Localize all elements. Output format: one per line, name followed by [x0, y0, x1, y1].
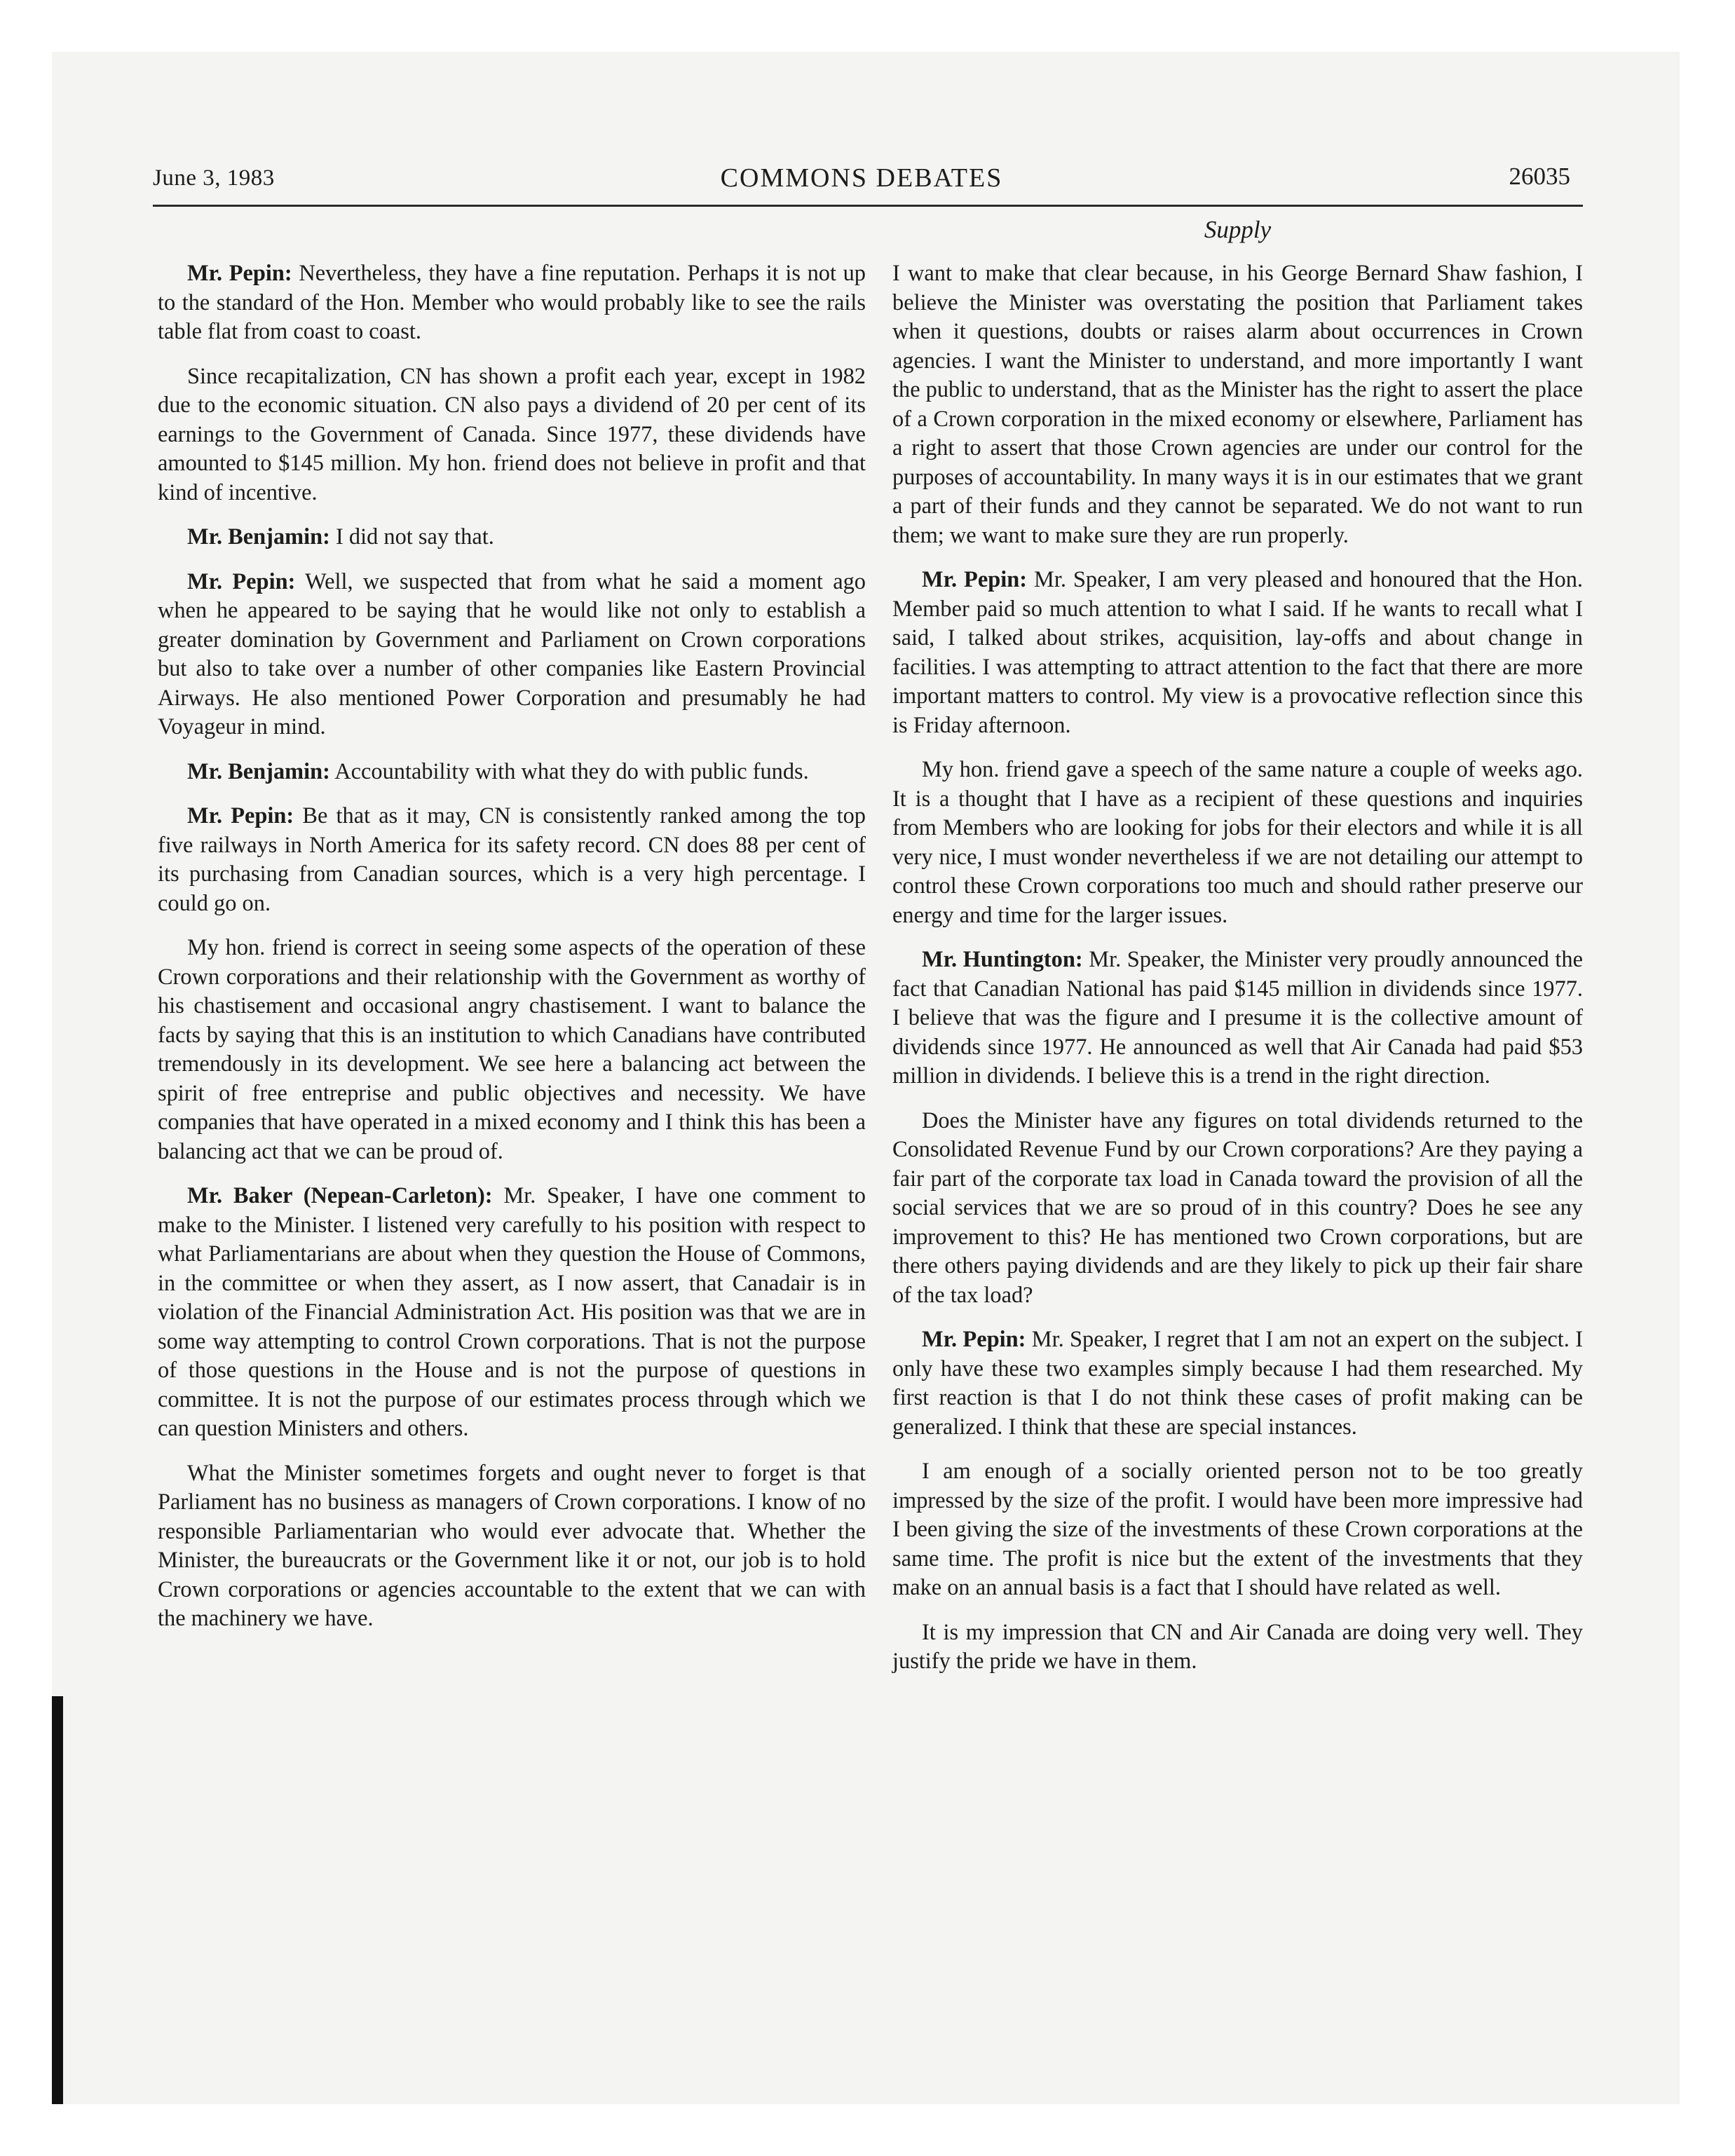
paragraph [158, 362, 866, 508]
paragraph [158, 934, 866, 1166]
paragraph [892, 1325, 1583, 1442]
paragraph-text: Does the Minister have any figures on total dividends returned to the Consolidated Revenue Fund by our Crown corporations? Are they paying a fair part of the corporate tax load in Canada toward the provision of all the social services that we are so proud of in this country? Does he see any improvement to this? He has mentioned two Crown corporations, but are there others paying dividends and are they likely to pick up their fair share of the tax load? [892, 1107, 1583, 1308]
paragraph-text: I did not say that. [336, 524, 494, 550]
paragraph-text: Nevertheless, they have a fine reputation. Perhaps it is not up to the standard of the Hon. Member who would probably like to see the rails table flat from coast to coast. [158, 261, 866, 344]
paragraph-text: Well, we suspected that from what he said a moment ago when he appeared to be saying that he would like not only to establish a greater domination by Government and Parliament on Crown corporations but also to take over a number of other companies like Eastern Provincial Airways. He also mentioned Power Corporation and presumably he had Voyageur in mind. [158, 568, 866, 739]
header-page-number: 26035 [1509, 163, 1570, 190]
paragraph-text: It is my impression that CN and Air Canada are doing very well. They justify the pride we have in them. [892, 1619, 1583, 1674]
paragraph [892, 1457, 1583, 1603]
speaker-name: Mr. Benjamin: [187, 524, 330, 550]
speaker-name: Mr. Pepin: [187, 803, 294, 828]
speaker-name: Mr. Baker (Nepean-Carleton): [187, 1183, 493, 1208]
speaker-name: Mr. Pepin: [187, 568, 296, 594]
speaker-name: Mr. Pepin: [922, 567, 1028, 592]
paragraph [158, 523, 866, 552]
left-column [158, 259, 866, 1649]
paragraph-text: What the Minister sometimes forgets and ought never to forget is that Parliament has no business as managers of Crown corporations. I know of no responsible Parliamentarian who would ever advocate that. Whether the Minister, the bureaucrats or the Government like it or not, our job is to hold Crown corporations or agencies accountable to the extent that we can with the machinery we have. [158, 1460, 866, 1631]
paragraph [892, 1618, 1583, 1677]
binding-edge-shadow [52, 1696, 63, 2104]
paragraph [158, 802, 866, 918]
paragraph [892, 1107, 1583, 1311]
right-column [892, 259, 1583, 1692]
speaker-name: Mr. Pepin: [922, 1327, 1026, 1352]
paragraph-text: Mr. Speaker, I am very pleased and honoured that the Hon. Member paid so much attention to what I said. If he wants to recall what I said, I talked about strikes, acquisition, lay-offs and about change in facilities. I was attempting to attract attention to the fact that there are more important matters to control. My view is a provocative reflection since this is Friday afternoon. [892, 567, 1583, 738]
header-rule [153, 205, 1583, 207]
speaker-name: Mr. Benjamin: [187, 758, 330, 784]
paragraph-text: My hon. friend gave a speech of the same nature a couple of weeks ago. It is a thought that I have as a recipient of these questions and inquiries from Members who are looking for jobs for their electors and while it is all very nice, I must wonder nevertheless if we are not detailing our attempt to control these Crown corporations too much and should rather preserve our energy and time for the larger issues. [892, 757, 1583, 928]
paragraph-text: Mr. Speaker, I have one comment to make to the Minister. I listened very carefully to his position with respect to what Parliamentarians are about when they question the House of Commons, in the committee or when they assert, as I now assert, that Canadair is in violation of the Financial Administration Act. His position was that we are in some way attempting to control Crown corporations. That is not the purpose of those questions in the House and is not the purpose of questions in committee. It is not the purpose of our estimates process through which we can question Ministers and others. [158, 1183, 866, 1441]
header-date: June 3, 1983 [153, 165, 275, 191]
header-title: COMMONS DEBATES [720, 163, 1003, 193]
paragraph [892, 756, 1583, 930]
paragraph-text: Mr. Speaker, I regret that I am not an expert on the subject. I only have these two examples simply because I had them researched. My first reaction is that I do not think these cases of profit making can be generalized. I think that these are special instances. [892, 1327, 1583, 1440]
paragraph [158, 1459, 866, 1634]
page-header [153, 163, 1570, 205]
paragraph [892, 566, 1583, 740]
paragraph [892, 946, 1583, 1091]
paragraph-text: I am enough of a socially oriented person not to be too greatly impressed by the size of the profit. I would have been more impressive had I been giving the size of the investments of these Crown corporations at the same time. The profit is nice but the extent of the investments that they make on an annual basis is a fact that I should have related as well. [892, 1459, 1583, 1600]
paragraph [158, 259, 866, 347]
section-heading: Supply [1204, 216, 1272, 243]
paragraph-text: Mr. Speaker, the Minister very proudly announced the fact that Canadian National has paid $145 million in dividends since 1977. I believe that was the figure and I presume it is the collective amount of dividends since 1977. He announced as well that Air Canada had paid $53 million in dividends. I believe this is a trend in the right direction. [892, 947, 1583, 1089]
speaker-name: Mr. Pepin: [187, 261, 292, 286]
paragraph [892, 259, 1583, 550]
paragraph-text: Accountability with what they do with public funds. [334, 758, 809, 784]
paragraph-text: I want to make that clear because, in his George Bernard Shaw fashion, I believe the Minister was overstating the position that Parliament takes when it questions, doubts or raises alarm about occurrences in Crown agencies. I want the Minister to understand, and more importantly I want the public to understand, that as the Minister has the right to assert the place of a Crown corporation in the mixed economy or elsewhere, Parliament has a right to assert that those Crown agencies are under our control for the purposes of accountability. In many ways it is in our estimates that we grant a part of their funds and they cannot be separated. We do not want to run them; we want to make sure they are run properly. [892, 261, 1583, 548]
paragraph-text: Since recapitalization, CN has shown a profit each year, except in 1982 due to the economic situation. CN also pays a dividend of 20 per cent of its earnings to the Government of Canada. Since 1977, these dividends have amounted to $145 million. My hon. friend does not believe in profit and that kind of incentive. [158, 363, 866, 505]
paragraph-text: Be that as it may, CN is consistently ranked among the top five railways in North America for its safety record. CN does 88 per cent of its purchasing from Canadian sources, which is a very high percentage. I could go on. [158, 803, 866, 916]
speaker-name: Mr. Huntington: [922, 947, 1083, 972]
paragraph-text: My hon. friend is correct in seeing some aspects of the operation of these Crown corporations and their relationship with the Government as worthy of his chastisement and occasional angry chastisement. I want to balance the facts by saying that this is an institution to which Canadians have contributed tremendously in its development. We see here a balancing act between the spirit of free entreprise and public objectives and necessity. We have companies that have operated in a mixed economy and I think this has been a balancing act that we can be proud of. [158, 935, 866, 1164]
paragraph [158, 1182, 866, 1444]
paragraph [158, 758, 866, 787]
paragraph [158, 568, 866, 742]
